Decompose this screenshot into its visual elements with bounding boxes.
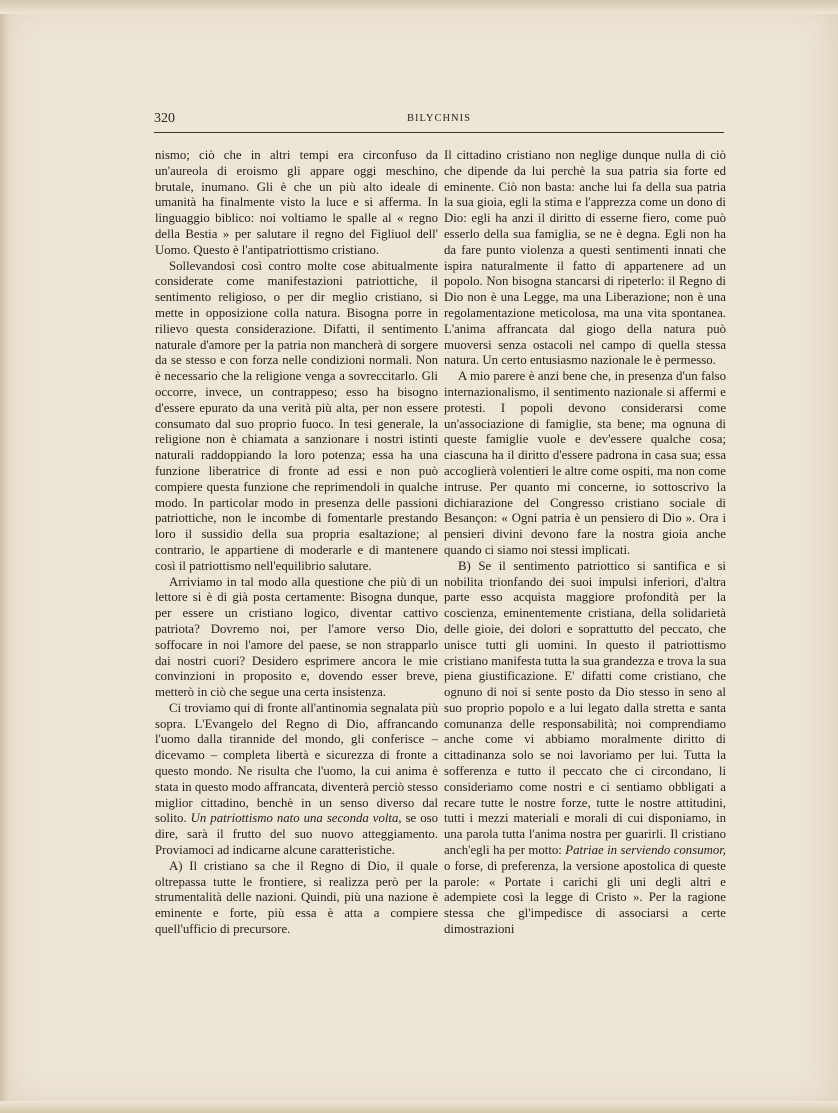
paragraph-text: se oso dire, sarà il frutto del suo nuovo atteggiamento. Proviamoci ad indicarne alcune caratteristiche. (155, 811, 439, 858)
page-edge-bottom (0, 1101, 838, 1113)
header-rule (154, 132, 724, 133)
left-column (155, 148, 438, 938)
paragraph (444, 559, 726, 938)
paragraph-text: B) Se il sentimento patriottico si santifica e si nobilita trionfando dei suoi impulsi inferiori, d'altra parte esso acquista maggiore profondità per la coscienza, eminentemente cristiana, della solidarietà delle gioie, dei dolori e soprattutto del peccato, che unisce tutti gli uomini. In questo il patriottismo cristiano manifesta tutta la sua grandezza e trova la sua piena giustificazione. E' difatti come cristiano, che ognuno di noi si sente posto da Dio stesso in seno al suo proprio popolo e a lui legato dalla stretta e santa comunanza delle responsabilità; noi comprendiamo anche come vi abbiamo moralmente diritto di cittadinanza solo se noi lavoriamo per lui. Tutta la sofferenza e tutto il peccato che ci circondano, li consideriamo come nostri e ci sentiamo obbligati a recare tutte le nostre forze, tutte le nostre attitudini, tutti i mezzi materiali e morali di cui disponiamo, in una parola tutta l'anima nostra per guarirli. Il cristiano anch'egli ha per motto: (444, 558, 726, 858)
page-header (154, 111, 724, 131)
paragraph: A) Il cristiano sa che il Regno di Dio, il quale oltrepassa tutte le frontiere, si realizza però per la strumentalità delle nazioni. Quindi, più una nazione è eminente e forte, più essa è atta a compiere quell'ufficio di precursore. (155, 858, 438, 937)
page-edge-top (0, 0, 838, 14)
paragraph-text: Ci troviamo qui di fronte all'antinomia segnalata più sopra. L'Evangelo del Regno di Dio, affrancando l'uomo dalla tirannide del mondo, gli conferisce – dicevamo – completa libertà e sicurezza di fronte a questo mondo. Ne risulta che l'uomo, la cui anima è stata in questo modo affrancata, diventerà perciò stesso miglior cittadino, benchè in un senso diverso dal solito. (155, 700, 438, 826)
page-edge-left (0, 0, 10, 1113)
italic-phrase: Patriae in serviendo consumor, (565, 843, 726, 858)
paragraph (155, 701, 438, 859)
paragraph-text: o forse, di preferenza, la versione apostolica di queste parole: « Portate i carichi gli uni degli altri e adempiete così la legge di Cristo ». Per la ragione stessa che gl'impedisce di associarsi a certe dimostrazioni (444, 858, 726, 937)
paragraph: nismo; ciò che in altri tempi era circonfuso da un'aureola di eroismo gli appare oggi meschino, brutale, inumano. Gli è che un più alto ideale di umanità ha finalmente visto la luce e si afferma. In linguaggio biblico: noi voltiamo le spalle al « regno della Bestia » per salutare il regno del Figliuol dell' Uomo. Questo è l'antipatriottismo cristiano. (155, 148, 438, 257)
page-number: 320 (154, 111, 175, 126)
running-head: BILYCHNIS (407, 113, 471, 124)
right-column (444, 148, 726, 938)
paragraph: Sollevandosi così contro molte cose abitualmente considerate come manifestazioni patriottiche, il sentimento religioso, o per dir meglio cristiano, si mette in opposizione colla natura. Bisogna porre in rilievo questa considerazione. Difatti, il sentimento naturale d'amore per la patria non mancherà di sorgere da se stesso e con forza nelle condizioni normali. Non è necessario che la religione venga a sovreccitarlo. Gli occorre, invece, un contrappeso; esso ha bisogno d'essere epurato da una verità più alta, per non essere consumato dal suo proprio fuoco. In tesi generale, la religione non è chiamata a sanzionare i nostri istinti naturali raddoppiando la loro potenza; essa ha una funzione liberatrice di fronte ad essi e non può compiere questa funzione che reprimendoli in qualche modo. In particolar modo in presenza delle passioni patriottiche, non le incombe di fomentarle prestando loro il sussidio della sua propria esaltazione; al contrario, le appartiene di moderarle e di mantenere così il patriottismo nell'equilibrio salutare. (155, 258, 438, 573)
italic-phrase: Un patriottismo nato una seconda volta, (190, 811, 402, 826)
paragraph: A mio parere è anzi bene che, in presenza d'un falso internazionalismo, il sentimento nazionale si affermi e protesti. I popoli devono considerarsi come un'associazione di famiglie, sta bene; ma ognuna di queste famiglie vuole e dev'essere qualche cosa; ciascuna ha il diritto d'essere padrona in casa sua; essa accoglierà volentieri le altre come ospiti, ma non come intruse. Per quanto mi concerne, io sottoscrivo la dichiarazione del Congresso cristiano sociale di Besançon: « Ogni patria è un pensiero di Dio ». Ora i pensieri divini devono fare la nostra gioia anche quando ci siamo noi stessi implicati. (444, 369, 726, 557)
paragraph: Arriviamo in tal modo alla questione che più di un lettore si è di già posta certamente: Bisogna dunque, per essere un cristiano logico, diventar cattivo patriota? Dovremo noi, per l'amore verso Dio, soffocare in noi l'amore del paese, se non strapparlo dai nostri cuori? Desidero esprimere ancora le mie convinzioni in proposito e, dovendo esser breve, metterò in ciò che segue una certa insistenza. (155, 574, 438, 700)
paragraph: Il cittadino cristiano non neglige dunque nulla di ciò che dipende da lui perchè la sua patria sia forte ed eminente. Ciò non basta: anche lui fa della sua patria la sua gioia, egli la stima e l'apprezza come un dono di Dio: egli ha anzi il diritto di esserne fiero, come può esserlo della sua famiglia, se ne è degna. Egli non ha da fare punto violenza a questi sentimenti innati che ispira naturalmente il fatto di appartenere ad un popolo. Non bisogna stancarsi di ripeterlo: il Regno di Dio non è una Legge, ma una Liberazione; non è una regolamentazione meticolosa, ma una vita spontanea. L'anima affrancata dal giogo della natura può muoversi senza ostacoli nel campo di quella stessa natura. Un certo entusiasmo nazionale le è permesso. (444, 148, 726, 368)
